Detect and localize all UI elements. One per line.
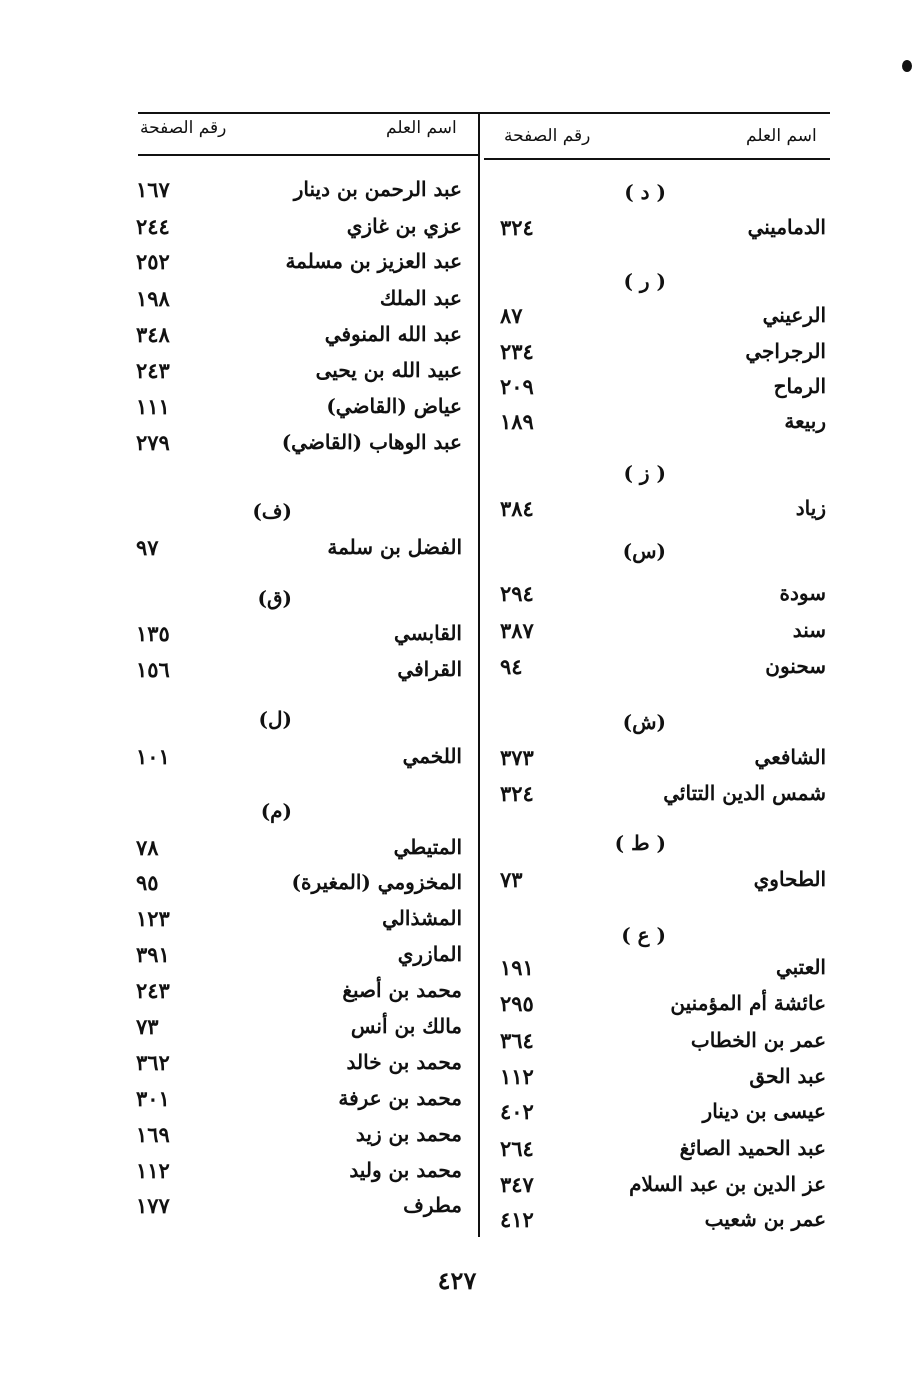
entry-page: ٢٦٤ bbox=[500, 1135, 534, 1161]
entry-name: المتيطي bbox=[393, 835, 462, 859]
entry-page: ٣٧٣ bbox=[500, 744, 534, 770]
index-entry bbox=[500, 1169, 826, 1199]
entry-name: الرماح bbox=[773, 374, 826, 398]
index-entry bbox=[136, 1119, 462, 1149]
entry-page: ١٦٩ bbox=[136, 1121, 170, 1147]
entry-page: ٧٣ bbox=[500, 866, 523, 892]
index-entry bbox=[500, 336, 826, 366]
index-entry bbox=[500, 742, 826, 772]
entry-name: عبد العزيز بن مسلمة bbox=[285, 249, 462, 273]
entry-page: ٣٦٤ bbox=[500, 1027, 534, 1053]
letter-heading: ( ط ) bbox=[614, 831, 666, 855]
entry-name: عمر بن الخطاب bbox=[690, 1028, 826, 1052]
entry-page: ١٠١ bbox=[136, 743, 170, 769]
entry-name: سند bbox=[792, 618, 826, 642]
entry-name: المازري bbox=[397, 942, 462, 966]
letter-heading: (ل) bbox=[258, 707, 292, 731]
entry-name: عياض (القاضي) bbox=[326, 394, 462, 418]
entry-page: ٨٧ bbox=[500, 302, 523, 328]
entry-name: عائشة أم المؤمنين bbox=[670, 991, 826, 1015]
entry-page: ٢٧٩ bbox=[136, 429, 170, 455]
entry-name: عبيد الله بن يحيى bbox=[315, 358, 462, 382]
index-entry bbox=[136, 283, 462, 313]
entry-page: ٢٥٢ bbox=[136, 248, 170, 274]
letter-heading: ( ز ) bbox=[623, 461, 666, 485]
index-entry bbox=[136, 1011, 462, 1041]
entry-page: ٢٤٣ bbox=[136, 977, 170, 1003]
index-entry bbox=[136, 427, 462, 457]
entry-page: ٣٤٨ bbox=[136, 321, 170, 347]
index-entry bbox=[136, 654, 462, 684]
margin-dot bbox=[902, 60, 912, 72]
entry-name: عبد الملك bbox=[379, 286, 462, 310]
index-entry bbox=[500, 371, 826, 401]
entry-name: عمر بن شعيب bbox=[704, 1207, 826, 1231]
index-entry bbox=[500, 651, 826, 681]
index-entry bbox=[136, 903, 462, 933]
index-entry bbox=[136, 741, 462, 771]
entry-name: زياد bbox=[795, 496, 826, 520]
entry-page: ٩٥ bbox=[136, 869, 159, 895]
entry-page: ٢٩٤ bbox=[500, 580, 534, 606]
letter-heading: (ش) bbox=[622, 710, 666, 734]
index-entry bbox=[500, 1061, 826, 1091]
entry-page: ١٢٣ bbox=[136, 905, 170, 931]
index-entry bbox=[500, 212, 826, 242]
entry-name: سودة bbox=[779, 581, 826, 605]
letter-heading: (ق) bbox=[257, 586, 292, 610]
entry-name: الرعيني bbox=[762, 303, 826, 327]
entry-page: ٣٢٤ bbox=[500, 214, 534, 240]
index-entry bbox=[500, 864, 826, 894]
entry-name: اللخمي bbox=[402, 744, 462, 768]
index-entry bbox=[500, 615, 826, 645]
entry-page: ١١١ bbox=[136, 393, 170, 419]
entry-page: ١٣٥ bbox=[136, 620, 170, 646]
entry-page: ٧٨ bbox=[136, 834, 159, 860]
entry-page: ١٩١ bbox=[500, 954, 534, 980]
entry-page: ٢٠٩ bbox=[500, 373, 534, 399]
right-header-page: رقم الصفحة bbox=[504, 126, 591, 146]
header-bottom-rule-right bbox=[484, 158, 830, 160]
entry-page: ٢٩٥ bbox=[500, 990, 534, 1016]
entry-name: شمس الدين التتائي bbox=[663, 781, 826, 805]
index-entry bbox=[136, 211, 462, 241]
index-entry bbox=[500, 493, 826, 523]
entry-name: الطحاوي bbox=[753, 867, 826, 891]
entry-page: ٣٦٢ bbox=[136, 1049, 170, 1075]
entry-page: ٢٤٤ bbox=[136, 213, 170, 239]
entry-name: المشذالي bbox=[382, 906, 462, 930]
entry-name: القرافي bbox=[397, 657, 462, 681]
index-entry bbox=[136, 532, 462, 562]
entry-name: الدماميني bbox=[747, 215, 826, 239]
entry-name: مالك بن أنس bbox=[350, 1014, 462, 1038]
entry-page: ١١٢ bbox=[136, 1157, 170, 1183]
index-entry bbox=[136, 1155, 462, 1185]
entry-name: المخزومي (المغيرة) bbox=[291, 870, 462, 894]
entry-page: ١٧٧ bbox=[136, 1192, 170, 1218]
entry-name: عبد الحميد الصائغ bbox=[679, 1136, 826, 1160]
index-entry bbox=[136, 174, 462, 204]
entry-name: عبد الوهاب (القاضي) bbox=[281, 430, 462, 454]
header-bottom-rule-left bbox=[138, 154, 478, 156]
entry-name: سحنون bbox=[765, 654, 826, 678]
entry-name: محمد بن وليد bbox=[349, 1158, 462, 1182]
index-entry bbox=[500, 300, 826, 330]
index-entry bbox=[136, 975, 462, 1005]
entry-page: ٢٤٣ bbox=[136, 357, 170, 383]
letter-heading: ( د ) bbox=[624, 180, 666, 204]
index-entry bbox=[136, 832, 462, 862]
page-number: ٤٢٧ bbox=[437, 1266, 477, 1295]
column-divider bbox=[478, 112, 480, 1237]
entry-page: ٣٨٤ bbox=[500, 495, 534, 521]
index-entry bbox=[500, 406, 826, 436]
entry-page: ١٦٧ bbox=[136, 176, 170, 202]
index-entry bbox=[500, 988, 826, 1018]
index-entry bbox=[500, 1096, 826, 1126]
entry-page: ٩٧ bbox=[136, 534, 159, 560]
index-entry bbox=[136, 246, 462, 276]
entry-name: القابسي bbox=[394, 621, 462, 645]
entry-page: ٣٠١ bbox=[136, 1085, 170, 1111]
entry-page: ١٥٦ bbox=[136, 656, 170, 682]
entry-name: عبد الله المنوفي bbox=[324, 322, 462, 346]
entry-name: عزي بن غازي bbox=[346, 214, 462, 238]
index-entry bbox=[136, 1083, 462, 1113]
entry-page: ٧٣ bbox=[136, 1013, 159, 1039]
entry-name: الرجراجي bbox=[745, 339, 826, 363]
letter-heading: (س) bbox=[622, 539, 666, 563]
entry-page: ٣٤٧ bbox=[500, 1171, 534, 1197]
index-entry bbox=[136, 1190, 462, 1220]
entry-page: ١١٢ bbox=[500, 1063, 534, 1089]
entry-page: ٣٢٤ bbox=[500, 780, 534, 806]
left-header-name: اسم العلم bbox=[386, 118, 457, 138]
left-header-page: رقم الصفحة bbox=[140, 118, 227, 138]
entry-page: ٤٠٢ bbox=[500, 1098, 534, 1124]
letter-heading: (ف) bbox=[252, 499, 292, 523]
entry-name: عبد الحق bbox=[749, 1064, 826, 1088]
right-header-name: اسم العلم bbox=[746, 126, 817, 146]
index-entry bbox=[500, 1204, 826, 1234]
letter-heading: ( ع ) bbox=[621, 923, 666, 947]
entry-name: محمد بن زيد bbox=[355, 1122, 462, 1146]
entry-page: ٩٤ bbox=[500, 653, 523, 679]
index-entry bbox=[500, 1025, 826, 1055]
index-entry bbox=[500, 778, 826, 808]
entry-page: ٣٨٧ bbox=[500, 617, 534, 643]
entry-name: الشافعي bbox=[754, 745, 826, 769]
entry-page: ٤١٢ bbox=[500, 1206, 534, 1232]
index-entry bbox=[136, 355, 462, 385]
index-entry bbox=[500, 578, 826, 608]
index-entry bbox=[136, 391, 462, 421]
header-top-rule bbox=[138, 112, 830, 114]
entry-name: عز الدين بن عبد السلام bbox=[629, 1172, 826, 1196]
entry-name: محمد بن عرفة bbox=[338, 1086, 462, 1110]
entry-name: عبد الرحمن بن دينار bbox=[293, 177, 462, 201]
index-entry bbox=[136, 939, 462, 969]
entry-name: العتبي bbox=[775, 955, 826, 979]
entry-page: ٣٩١ bbox=[136, 941, 170, 967]
index-entry bbox=[136, 1047, 462, 1077]
letter-heading: ( ر ) bbox=[623, 269, 666, 293]
entry-name: محمد بن خالد bbox=[346, 1050, 462, 1074]
entry-name: ربيعة bbox=[784, 409, 826, 433]
index-entry bbox=[500, 1133, 826, 1163]
letter-heading: (م) bbox=[260, 799, 292, 823]
entry-name: مطرف bbox=[403, 1193, 462, 1217]
index-entry bbox=[136, 319, 462, 349]
index-entry bbox=[136, 867, 462, 897]
entry-name: عيسى بن دينار bbox=[702, 1099, 826, 1123]
entry-page: ١٩٨ bbox=[136, 285, 170, 311]
entry-page: ٢٣٤ bbox=[500, 338, 534, 364]
entry-page: ١٨٩ bbox=[500, 408, 534, 434]
entry-name: محمد بن أصبغ bbox=[342, 978, 462, 1002]
index-entry bbox=[500, 952, 826, 982]
entry-name: الفضل بن سلمة bbox=[327, 535, 462, 559]
index-entry bbox=[136, 618, 462, 648]
